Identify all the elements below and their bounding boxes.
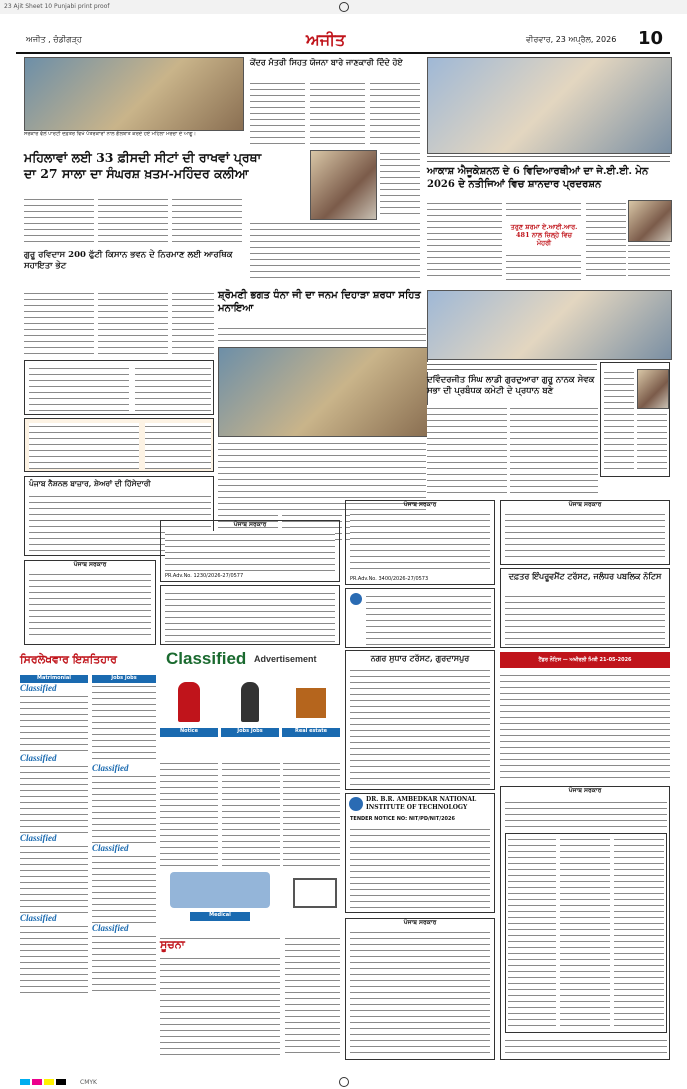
black-swatch [56, 1079, 66, 1085]
classified-column-3 [160, 760, 218, 870]
lead-body-text [24, 290, 94, 355]
classified-tag: Classified [20, 913, 57, 923]
nit-logo-icon [349, 797, 363, 811]
notice-text [165, 531, 335, 571]
cmyk-swatches [20, 1079, 68, 1087]
cmyk-label: CMYK [80, 1079, 97, 1086]
lead-photo [24, 57, 244, 131]
commodity-box [24, 418, 214, 472]
public-notice-box [500, 568, 670, 648]
print-slug-strip: 23 Ajit Sheet 10 Punjabi print proof [0, 0, 687, 14]
classified-english-label: Classified [166, 649, 247, 668]
center-story-text [218, 325, 426, 345]
gathering-caption [427, 362, 597, 372]
classified-listing [20, 843, 88, 913]
lead-body-text [172, 196, 242, 246]
classified-column-1 [20, 675, 88, 1060]
notice-heading: ਪੰਜਾਬ ਸਰਕਾਰ [403, 919, 437, 926]
tender-notice-box-6 [345, 588, 495, 648]
registration-mark-icon [339, 1077, 349, 1087]
notice-text [350, 667, 490, 787]
right-story-2-text [510, 405, 598, 495]
notice-text [500, 672, 670, 782]
lead-headline: ਮਹਿਲਾਵਾਂ ਲਈ 33 ਫ਼ੀਸਦੀ ਸੀਟਾਂ ਦੀ ਰਾਖਵਾਂ ਪ੍ਰਥਾ ਦਾ 27 ਸਾਲਾ ਦਾ ਸੰਘਰਸ਼ ਖ਼ਤਮ-ਮਹਿੰਦਰ ਕਲੀਆ [24, 150, 262, 181]
suchna-text [160, 955, 280, 1055]
registration-mark-icon [339, 2, 349, 12]
person-megaphone-icon [178, 682, 200, 722]
tender-notice-box-2 [24, 560, 156, 645]
notice-heading: ਪੰਜਾਬ ਸਰਕਾਰ [568, 501, 602, 508]
notice-heading: ਪੰਜਾਬ ਸਰਕਾਰ [233, 521, 267, 528]
obituary-text [637, 411, 667, 469]
center-headline: ਸ਼੍ਰੋਮਣੀ ਭਗਤ ਧੰਨਾ ਜੀ ਦਾ ਜਨਮ ਦਿਹਾੜਾ ਸ਼ਰਧਾ ਸਹਿਤ ਮਨਾਇਆ [218, 290, 421, 314]
tender-notice-box-4 [345, 500, 495, 585]
side-headline-2: ਗੁਰੂ ਰਵਿਦਾਸ 200 ਫੁੱਟੀ ਕਿਸਾਨ ਭਵਨ ਦੇ ਨਿਰਮਾਣ ਲਈ ਆਰਥਿਕ ਸਹਾਇਤਾ ਭੇਟ [24, 250, 233, 271]
ad-number: PR.Adv.No. 3400/2026-27/0573 [350, 576, 429, 582]
tender-table [505, 833, 667, 1033]
classified-tag: Classified [20, 753, 57, 763]
students-photo [427, 57, 672, 154]
market-rates-text [29, 365, 129, 411]
red-notice-text: ਟੈਂਡਰ ਨੋਟਿਸ — ਅਖੀਰਲੀ ਮਿਤੀ 21-05-2026 [538, 657, 632, 663]
right-story-text [506, 200, 581, 220]
notice-heading: ਪੰਜਾਬ ਸਰਕਾਰ [73, 561, 107, 568]
bottom-slug [0, 1076, 687, 1089]
side-story-text [380, 150, 420, 218]
market-rates-text [135, 365, 211, 411]
notice-heading: ਪੰਜਾਬ ਸਰਕਾਰ [568, 787, 602, 794]
classified-listing [92, 933, 156, 993]
students-caption [427, 154, 670, 164]
paper-title: ਅਜੀਤ [306, 30, 346, 49]
classified-column-2 [92, 675, 156, 1060]
obituary-text [604, 369, 634, 469]
classified-tiles-row [160, 678, 340, 758]
notice-text [350, 511, 490, 573]
classified-listing [92, 773, 156, 843]
side-headline-1: ਕੇਂਦਰ ਮੰਤਰੀ ਸਿਹਤ ਯੋਜਨਾ ਬਾਰੇ ਜਾਣਕਾਰੀ ਦਿੰਦੇ ਹੋਏ [250, 57, 403, 67]
classified-listing [20, 923, 88, 993]
market-rates-box [24, 360, 214, 415]
classified-listing [222, 760, 280, 870]
businessman-icon [241, 682, 259, 722]
tile-label: Medical [190, 912, 250, 921]
suchna-heading: ਸੂਚਨਾ [160, 938, 185, 951]
date-label: ਵੀਰਵਾਰ, 23 ਅਪ੍ਰੈਲ, 2026 [526, 35, 617, 44]
nit-tender-box [345, 793, 495, 913]
lead-body-text [98, 290, 168, 355]
tile-label: Real estate [282, 728, 340, 737]
notice-heading: ਪੰਜਾਬ ਸਰਕਾਰ [403, 501, 437, 508]
tender-table-col [614, 836, 664, 1030]
lead-body-text [172, 290, 214, 355]
portrait-photo [310, 150, 377, 220]
edition-label: ਅਜੀਤ , ਚੰਡੀਗੜ੍ਹ [26, 35, 82, 44]
classified-listing [92, 683, 156, 763]
notice-text [366, 593, 491, 645]
classified-column-4 [222, 760, 280, 870]
tile-laptop [285, 872, 340, 932]
house-icon [296, 688, 326, 718]
right-story-text [506, 252, 581, 280]
tile-jobs[interactable] [221, 678, 279, 758]
classified-listing [92, 853, 156, 923]
side-story-text [370, 80, 420, 148]
tender-notice-box-5 [500, 500, 670, 565]
notice-text [165, 590, 335, 642]
tile-notice[interactable] [160, 678, 218, 758]
category-label: Jobs Jobs [92, 675, 156, 683]
notice-text [29, 571, 151, 637]
laptop-icon [293, 878, 337, 908]
masthead [16, 30, 670, 54]
classified-column-5 [283, 760, 340, 870]
right-story-text [427, 200, 502, 280]
classified-tag: Classified [92, 923, 129, 933]
yellow-swatch [44, 1079, 54, 1085]
classified-listing [283, 760, 340, 870]
notice-text [350, 826, 490, 910]
classified-listing [20, 763, 88, 833]
classified-header [16, 649, 340, 671]
tender-notice-box-1 [160, 520, 340, 582]
municipal-notice-heading: ਨਗਰ ਸੁਧਾਰ ਟਰੱਸਟ, ਗੁਰਦਾਸਪੁਰ [370, 653, 470, 663]
classified-tag: Classified [20, 683, 57, 693]
tender-schedule-box [500, 786, 670, 1060]
nit-sub: TENDER NOTICE NO: NIT/PD/NIT/2026 [350, 816, 455, 822]
classified-listing [160, 760, 218, 870]
highlight-text: ਤਰੁਣ ਸ਼ਰਮਾ ਏ.ਆਈ.ਆਰ. 481 ਨਾਲ ਜ਼ਿਲ੍ਹੇ ਵਿਚ ਮੋਹਰੀ [510, 223, 578, 248]
notice-text [505, 799, 667, 829]
notice-text [505, 1037, 667, 1057]
center-photo [218, 347, 428, 437]
classified-listing [20, 693, 88, 753]
lead-body-text [24, 196, 94, 246]
right-story-text [586, 200, 626, 280]
notice-text [505, 511, 665, 561]
page-number: 10 [638, 28, 664, 49]
classified-tag: Classified [92, 763, 129, 773]
emblem-icon [350, 593, 362, 605]
highlight-box [508, 223, 580, 249]
classified-tag: Classified [20, 833, 57, 843]
side-story-text [250, 80, 305, 148]
classified-sub-label: Advertisement [254, 654, 317, 664]
notice-text [505, 593, 665, 645]
classified-tag: Classified [92, 843, 129, 853]
tile-label: Notice [160, 728, 218, 737]
tile-real-estate[interactable] [282, 678, 340, 758]
magenta-swatch [32, 1079, 42, 1085]
gold-box-title: ਪੰਜਾਬ ਨੈਸ਼ਨਲ ਬਾਜ਼ਾਰ, ਸ਼ੇਅਰਾਂ ਦੀ ਹਿੱਸੇਦਾਰੀ [29, 479, 151, 488]
tile-medical[interactable] [160, 872, 280, 932]
obituary-photo [637, 369, 669, 409]
ad-number: PR.Adv.No. 1230/2026-27/0577 [165, 573, 244, 579]
tender-notice-box-7 [345, 918, 495, 1060]
nurses-graphic-icon [170, 872, 270, 908]
red-notice-bar [500, 652, 670, 668]
lead-body-text [98, 196, 168, 246]
side-story-text [250, 220, 420, 280]
notice-text [350, 929, 490, 1057]
commodity-text [145, 423, 211, 469]
topper-photo [628, 200, 672, 242]
commodity-text [29, 423, 139, 469]
right-story-text [628, 242, 670, 280]
classified-punjabi-label: ਸਿਰਲੇਖਵਾਰ ਇਸ਼ਤਿਹਾਰ [20, 653, 117, 666]
tile-label: Jobs Jobs [221, 728, 279, 737]
nit-name: DR. B.R. AMBEDKAR NATIONAL INSTITUTE OF TECHNOLOGY [366, 796, 477, 811]
tender-table-col [560, 836, 610, 1030]
gathering-photo [427, 290, 672, 360]
side-story-text [310, 80, 365, 148]
obituary-box [600, 362, 670, 477]
classified-listing [285, 935, 340, 1055]
tender-notice-box-3 [160, 585, 340, 645]
right-story-2-text [427, 405, 507, 495]
tender-table-col [508, 836, 556, 1030]
municipal-notice-box [345, 650, 495, 790]
category-label: Matrimonial [20, 675, 88, 683]
lead-photo-caption: ਸਰਕਾਰ ਵੱਲੋਂ ਪਾਰਟੀ ਦਫ਼ਤਰ ਵਿਖੇ ਪੱਤਰਕਾਰਾਂ ਨਾਲ ਗੱਲਬਾਤ ਕਰਦੇ ਹੋਏ ਮਹਿਲਾ ਮੋਰਚਾ ਦੇ ਆਗੂ। [24, 131, 197, 137]
cyan-swatch [20, 1079, 30, 1085]
right-headline-2: ਦਵਿੰਦਰਜੀਤ ਸਿੰਘ ਲਾਡੀ ਗੁਰਦੁਆਰਾ ਗੁਰੂ ਨਾਨਕ ਸੇਵਕ ਸਭਾ ਦੀ ਪ੍ਰਬੰਧਕ ਕਮੇਟੀ ਦੇ ਪ੍ਰਧਾਨ ਬਣੇ [427, 375, 595, 396]
public-notice-heading: ਦਫ਼ਤਰ ਇੰਪਰੂਵਮੈਂਟ ਟਰੱਸਟ, ਜਲੰਧਰ ਪਬਲਿਕ ਨੋਟਿਸ [508, 571, 662, 581]
right-headline: ਆਕਾਸ਼ ਐਜੂਕੇਸ਼ਨਲ ਦੇ 6 ਵਿਦਿਆਰਥੀਆਂ ਦਾ ਜੇ.ਈ.ਈ. ਮੇਨ 2026 ਦੇ ਨਤੀਜਿਆਂ ਵਿਚ ਸ਼ਾਨਦਾਰ ਪ੍ਰਦਰਸ਼ਨ [427, 166, 649, 190]
